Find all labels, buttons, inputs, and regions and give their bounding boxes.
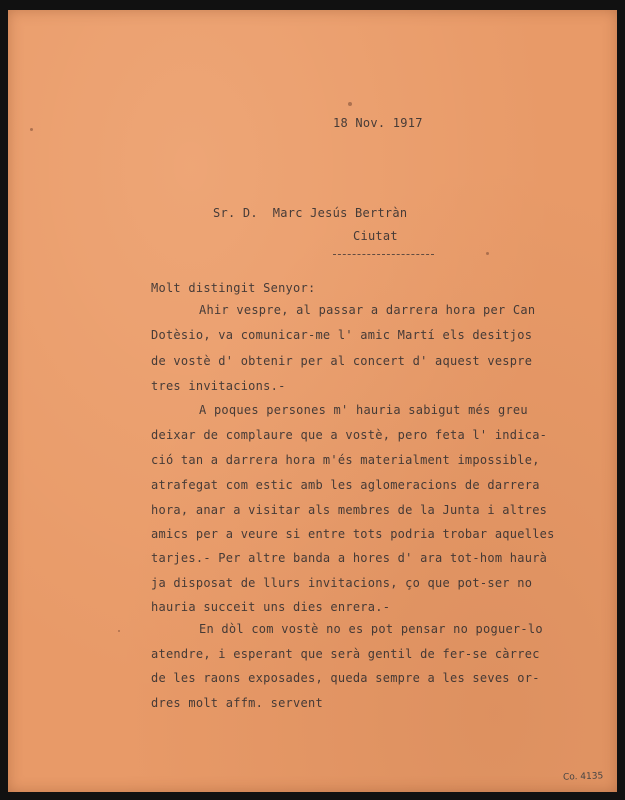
body-line: hauria succeit uns dies enrera.-	[151, 600, 391, 614]
paper-speck	[348, 102, 352, 106]
body-line: de les raons exposades, queda sempre a les seves or-	[151, 671, 540, 685]
body-line: amics per a veure si entre tots podria trobar aquelles	[151, 527, 555, 541]
paper-speck	[118, 630, 120, 632]
letter-page	[8, 10, 617, 792]
body-line: tarjes.- Per altre banda a hores d' ara tot-hom haurà	[151, 551, 548, 565]
body-line: atrafegat com estic amb les aglomeracions de darrera	[151, 478, 540, 492]
body-line: de vostè d' obtenir per al concert d' aquest vespre	[151, 354, 533, 368]
body-line: dres molt affm. servent	[151, 696, 323, 710]
body-line: A poques persones m' hauria sabigut més greu	[199, 403, 528, 417]
recipient-name: Sr. D. Marc Jesús Bertràn	[213, 206, 408, 220]
body-line: hora, anar a visitar als membres de la Junta i altres	[151, 503, 548, 517]
body-line: Ahir vespre, al passar a darrera hora per Can	[199, 303, 536, 317]
letter-date: 18 Nov. 1917	[333, 116, 423, 130]
body-line: atendre, i esperant que serà gentil de fer-se càrrec	[151, 647, 540, 661]
recipient-city: Ciutat	[353, 229, 398, 243]
address-underline	[333, 254, 434, 255]
body-line: tres invitacions.-	[151, 379, 286, 393]
body-line: deixar de complaure que a vostè, pero feta l' indica-	[151, 428, 548, 442]
paper-speck	[30, 128, 33, 131]
archive-mark: Co. 4135	[562, 771, 604, 783]
body-line: Dotèsio, va comunicar-me l' amic Martí els desitjos	[151, 328, 533, 342]
body-line: ja disposat de llurs invitacions, ço que pot-ser no	[151, 576, 533, 590]
body-line: ció tan a darrera hora m'és materialment impossible,	[151, 453, 540, 467]
paper-speck	[486, 252, 489, 255]
body-line: En dòl com vostè no es pot pensar no poguer-lo	[199, 622, 543, 636]
salutation: Molt distingit Senyor:	[151, 281, 316, 295]
